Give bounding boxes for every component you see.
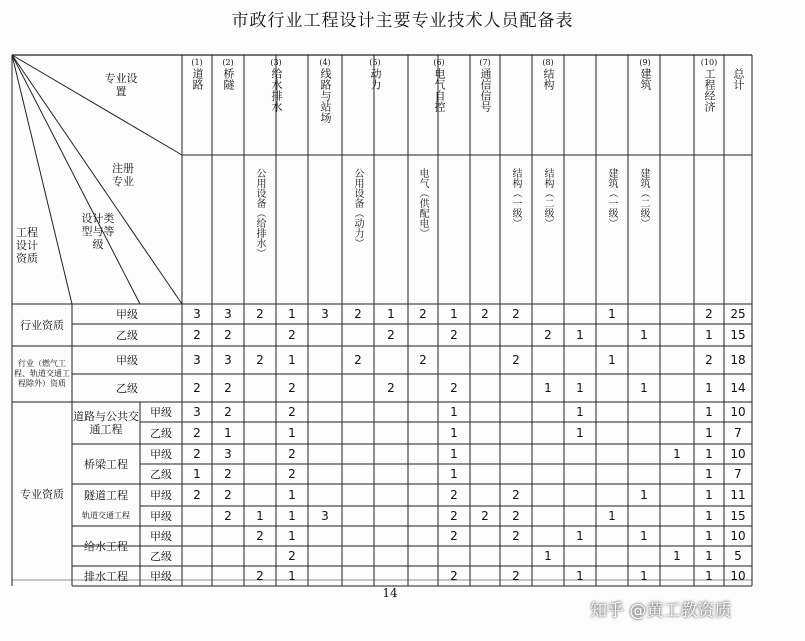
table-cell [470,324,500,346]
table-cell [532,464,564,484]
table-cell [660,304,694,324]
table-cell: 10 [730,529,746,543]
grade-label: 乙级 [116,328,138,342]
table-cell: 1 [640,569,648,583]
table-cell: 1 [288,307,296,321]
table-cell [500,324,532,346]
table-cell [244,422,276,444]
table-cell [660,526,694,546]
group-label: 行业资质 [20,318,64,332]
table-cell [342,402,374,422]
table-cell [660,422,694,444]
table-cell: 3 [224,307,232,321]
table-cell [532,304,564,324]
table-cell: 2 [288,467,296,481]
subgroup-label: 道路与公共交通工程 [73,410,139,436]
table-cell [308,346,342,374]
table-cell: 2 [193,381,201,395]
table-cell [182,526,212,546]
table-cell: 1 [288,509,296,523]
table-cell [308,422,342,444]
table-cell: 7 [734,426,742,440]
table-cell [408,526,438,546]
major-name: 桥隧 [222,68,235,90]
table-cell: 1 [256,509,264,523]
table-cell: 2 [288,405,296,419]
table-cell: 1 [450,447,458,461]
table-cell: 1 [705,328,713,342]
table-cell: 1 [193,467,201,481]
corner-major-setup: 专业设置 [104,72,138,98]
table-cell: 2 [419,353,427,367]
table-cell [628,464,660,484]
table-cell: 1 [705,426,713,440]
subgroup-label: 排水工程 [84,569,128,583]
table-cell [628,304,660,324]
table-cell: 1 [450,467,458,481]
table-cell [564,346,596,374]
watermark: 知乎 @黄工教资质 [590,601,732,621]
table-cell: 3 [193,405,201,419]
table-cell [408,464,438,484]
table-cell [408,546,438,566]
table-cell: 1 [576,381,584,395]
registered-major: 结构（一级） [510,168,521,228]
major-number: (8) [542,58,554,67]
subgroup-label: 给水工程 [84,539,128,553]
table-cell: 2 [288,328,296,342]
table-cell: 1 [705,447,713,461]
registered-major: 公用设备（给排水） [254,168,265,258]
table-cell: 2 [193,488,201,502]
table-cell [532,402,564,422]
table-cell [408,374,438,402]
table-cell: 2 [224,381,232,395]
table-cell [596,374,628,402]
table-cell [244,464,276,484]
table-cell: 2 [512,353,520,367]
table-cell [182,566,212,586]
table-cell [244,444,276,464]
table-cell [660,506,694,526]
table-cell [212,546,244,566]
table-cell: 2 [544,328,552,342]
table-cell: 2 [387,328,395,342]
table-cell [596,526,628,546]
table-cell [596,464,628,484]
registered-major: 结构（二级） [542,168,553,228]
table-cell [660,374,694,402]
table-cell: 2 [288,381,296,395]
table-cell [470,374,500,402]
table-cell [342,422,374,444]
table-cell [212,526,244,546]
table-cell: 14 [730,381,746,395]
table-cell: 10 [730,447,746,461]
table-cell [374,464,408,484]
table-cell [470,402,500,422]
table-cell [408,484,438,506]
table-cell: 2 [450,381,458,395]
table-cell [596,402,628,422]
table-cell: 1 [640,328,648,342]
table-cell: 1 [705,549,713,563]
major-name: 动力 [369,68,382,90]
table-cell [182,506,212,526]
major-name: 工程经济 [703,68,716,112]
table-cell: 2 [512,569,520,583]
table-cell [564,506,596,526]
table-cell: 1 [288,488,296,502]
table-cell: 2 [450,529,458,543]
corner-reg-major: 注册专业 [112,162,134,188]
table-cell: 1 [640,381,648,395]
table-cell [628,422,660,444]
table-cell: 1 [288,426,296,440]
table-cell [342,566,374,586]
table-cell [308,374,342,402]
grade-label: 乙级 [150,467,172,481]
table-cell: 2 [193,426,201,440]
major-name: 通信信号 [479,68,492,112]
table-cell: 2 [354,307,362,321]
table-cell [408,324,438,346]
major-number: (1) [191,58,203,67]
table-cell [564,464,596,484]
major-name: 线路与站场 [319,68,332,123]
table-cell [408,422,438,444]
subgroup-label: 轨道交通工程 [82,511,130,520]
table-cell [308,546,342,566]
table-cell [342,374,374,402]
table-cell: 1 [608,509,616,523]
table-cell: 1 [608,353,616,367]
table-cell: 2 [481,307,489,321]
table-cell: 2 [512,509,520,523]
table-cell [660,402,694,422]
table-cell [660,566,694,586]
table-cell [308,324,342,346]
table-cell: 10 [730,569,746,583]
table-cell: 2 [450,569,458,583]
table-cell [628,546,660,566]
table-cell: 1 [705,467,713,481]
table-cell [182,546,212,566]
table-cell: 2 [450,488,458,502]
table-cell [564,484,596,506]
table-cell [596,484,628,506]
major-number: (10) [700,58,718,67]
table-cell [244,402,276,422]
table-cell [342,324,374,346]
table-cell: 25 [730,307,746,321]
table-cell [596,444,628,464]
table-cell: 2 [481,509,489,523]
table-cell: 2 [193,328,201,342]
subgroup-label: 桥梁工程 [84,457,128,471]
table-cell: 2 [450,328,458,342]
table-cell: 2 [419,307,427,321]
major-name: 道路 [191,68,204,90]
group-label: 专业资质 [20,487,64,501]
table-cell [500,422,532,444]
corner-design-type: 设计类型与等级 [81,212,115,251]
table-cell [342,464,374,484]
table-cell: 2 [512,529,520,543]
table-cell: 2 [224,328,232,342]
table-cell: 1 [576,569,584,583]
table-cell: 1 [288,529,296,543]
table-cell [628,346,660,374]
table-cell: 1 [450,405,458,419]
table-cell [374,422,408,444]
table-cell: 1 [450,307,458,321]
table-cell: 2 [288,447,296,461]
table-cell [532,346,564,374]
table-cell: 2 [288,549,296,563]
grade-label: 乙级 [150,549,172,563]
table-cell: 1 [705,509,713,523]
table-cell: 1 [705,569,713,583]
table-cell: 2 [224,467,232,481]
grade-label: 甲级 [150,405,172,419]
major-number: (9) [639,58,651,67]
table-cell [564,444,596,464]
grade-label: 甲级 [150,529,172,543]
table-cell: 2 [705,353,713,367]
table-cell [308,402,342,422]
table-cell [500,546,532,566]
grade-label: 甲级 [150,488,172,502]
table-cell: 3 [193,307,201,321]
table-cell [596,324,628,346]
table-cell: 15 [730,509,746,523]
grade-label: 甲级 [116,307,138,321]
table-cell: 2 [705,307,713,321]
table-cell [660,484,694,506]
table-cell [564,546,596,566]
table-cell [374,346,408,374]
major-name: 总计 [732,68,745,90]
major-number: (5) [369,58,381,67]
table-title: 市政行业工程设计主要专业技术人员配备表 [231,11,574,31]
table-cell: 1 [705,381,713,395]
table-cell: 18 [730,353,746,367]
table-cell [470,526,500,546]
table-cell [374,506,408,526]
registered-major: 电气（供配电） [417,168,428,238]
table-cell: 1 [288,569,296,583]
table-cell: 1 [224,426,232,440]
table-cell: 1 [673,549,681,563]
table-cell [342,526,374,546]
table-cell [470,566,500,586]
table-cell [532,484,564,506]
table-cell: 1 [705,405,713,419]
table-cell: 1 [576,328,584,342]
table-cell [532,566,564,586]
table-cell: 1 [576,529,584,543]
table-cell [470,484,500,506]
table-cell [374,546,408,566]
table-cell [308,526,342,546]
table-cell [308,464,342,484]
table-cell: 10 [730,405,746,419]
table-cell: 1 [705,529,713,543]
table-cell: 2 [256,307,264,321]
table-cell: 1 [288,353,296,367]
table-cell: 1 [450,426,458,440]
page-number: 14 [382,586,398,600]
table-cell [660,346,694,374]
table-cell [628,402,660,422]
table-cell [438,546,470,566]
grade-label: 甲级 [150,447,172,461]
table-cell: 1 [544,381,552,395]
major-number: (3) [270,58,282,67]
table-cell: 5 [734,549,742,563]
table-cell [596,566,628,586]
table-cell [628,444,660,464]
table-cell: 2 [256,569,264,583]
table-cell [342,444,374,464]
corner-qualification: 工程设计资质 [16,226,38,265]
table-cell: 15 [730,328,746,342]
table-cell [408,566,438,586]
table-cell: 3 [321,509,329,523]
table-cell: 1 [705,488,713,502]
table-cell: 2 [512,488,520,502]
table-cell [532,506,564,526]
table-cell [500,444,532,464]
table-cell [408,402,438,422]
major-name: 结构 [542,68,555,90]
table-cell [244,484,276,506]
table-cell [342,546,374,566]
major-name: 建筑 [639,68,652,90]
table-cell: 1 [576,405,584,419]
grade-label: 乙级 [150,426,172,440]
table-cell [596,422,628,444]
table-cell [244,324,276,346]
table-cell: 1 [640,488,648,502]
table-cell: 2 [450,509,458,523]
table-cell: 2 [193,447,201,461]
table-cell: 1 [608,307,616,321]
major-number: (6) [433,58,445,67]
table-cell [212,566,244,586]
table-cell [374,484,408,506]
table-cell [470,422,500,444]
table-cell [660,324,694,346]
table-cell: 2 [256,529,264,543]
registered-major: 建筑（一级） [606,168,617,228]
table-cell: 11 [730,488,746,502]
table-cell [244,374,276,402]
major-number: (2) [222,58,234,67]
table-cell: 3 [224,447,232,461]
table-cell [408,506,438,526]
table-cell: 2 [256,353,264,367]
table-cell [438,346,470,374]
table-cell: 3 [193,353,201,367]
table-cell: 2 [224,405,232,419]
table-cell [500,402,532,422]
table-cell: 2 [354,353,362,367]
major-number: (7) [479,58,491,67]
table-cell: 1 [673,447,681,461]
major-name: 电气自控 [433,68,446,112]
grade-label: 甲级 [150,509,172,523]
registered-major: 建筑（二级） [638,168,649,228]
table-cell [342,484,374,506]
major-name: 给水排水 [270,68,283,112]
table-cell: 3 [321,307,329,321]
grade-label: 甲级 [150,569,172,583]
grade-label: 甲级 [116,353,138,367]
table-cell: 1 [640,529,648,543]
table-cell: 1 [544,549,552,563]
table-cell [596,546,628,566]
table-cell [244,546,276,566]
registered-major: 公用设备（动力） [352,168,363,248]
table-cell [470,546,500,566]
table-cell [500,374,532,402]
table-cell [660,464,694,484]
group-label: 行业（燃气工程、轨道交通工程除外）资质 [14,359,70,388]
table-cell [342,506,374,526]
table-cell [374,566,408,586]
table-cell: 2 [512,307,520,321]
grade-label: 乙级 [116,381,138,395]
table-cell [308,484,342,506]
table-cell [470,444,500,464]
table-cell [628,506,660,526]
table-cell: 2 [387,381,395,395]
table-cell: 1 [387,307,395,321]
table-cell [408,444,438,464]
table-cell [374,444,408,464]
major-number: (4) [319,58,331,67]
subgroup-label: 隧道工程 [84,488,128,502]
table-cell [374,402,408,422]
table-cell [532,422,564,444]
table-cell [470,346,500,374]
table-cell: 2 [224,509,232,523]
table-cell: 1 [576,426,584,440]
table-cell: 3 [224,353,232,367]
table-cell [374,526,408,546]
table-cell [470,464,500,484]
table-cell [308,566,342,586]
table-cell: 7 [734,467,742,481]
table-cell [532,444,564,464]
table-cell: 2 [224,488,232,502]
table-cell [532,526,564,546]
table-cell [500,464,532,484]
table-cell [308,444,342,464]
table-cell [564,304,596,324]
